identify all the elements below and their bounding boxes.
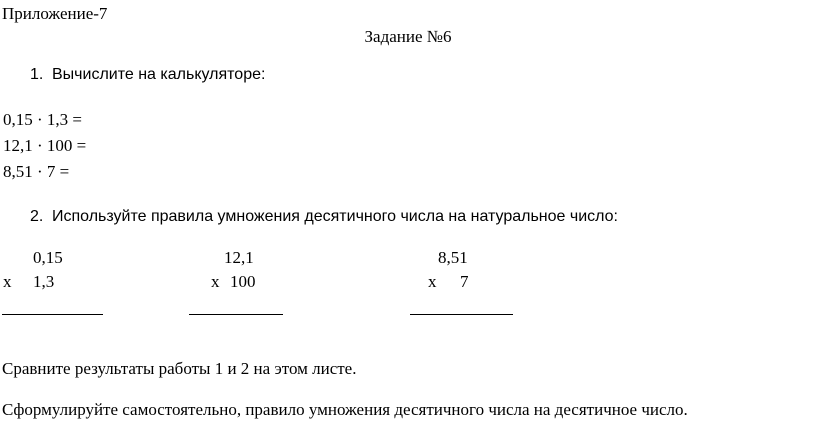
column-2-bottom: 100 bbox=[230, 272, 256, 291]
appendix-label: Приложение-7 bbox=[2, 4, 108, 23]
column-3-top: 8,51 bbox=[438, 248, 468, 267]
column-2-answer-line bbox=[189, 314, 283, 315]
column-3-bottom: 7 bbox=[460, 272, 469, 291]
expression-2: 12,1 · 100 = bbox=[3, 136, 87, 155]
expression-1: 0,15 · 1,3 = bbox=[3, 110, 82, 129]
column-2-top: 12,1 bbox=[224, 248, 254, 267]
compare-instruction: Сравните результаты работы 1 и 2 на этом листе. bbox=[2, 359, 357, 378]
task1-heading: Вычислите на калькуляторе: bbox=[52, 66, 266, 83]
column-1-answer-line bbox=[2, 314, 103, 315]
column-1-top: 0,15 bbox=[33, 248, 63, 267]
column-2-sign: х bbox=[211, 272, 220, 291]
task1-number: 1. bbox=[30, 66, 44, 83]
column-3-sign: х bbox=[428, 272, 437, 291]
formulate-instruction: Сформулируйте самостоятельно, правило умножения десятичного числа на десятичное число. bbox=[2, 400, 688, 419]
column-1-bottom: 1,3 bbox=[33, 272, 55, 291]
column-1-sign: х bbox=[3, 272, 12, 291]
page-title: Задание №6 bbox=[364, 27, 452, 46]
task2-heading: Используйте правила умножения десятичного числа на натуральное число: bbox=[52, 208, 618, 225]
column-3-answer-line bbox=[410, 314, 513, 315]
expression-3: 8,51 · 7 = bbox=[3, 162, 70, 181]
task2-number: 2. bbox=[30, 208, 44, 225]
